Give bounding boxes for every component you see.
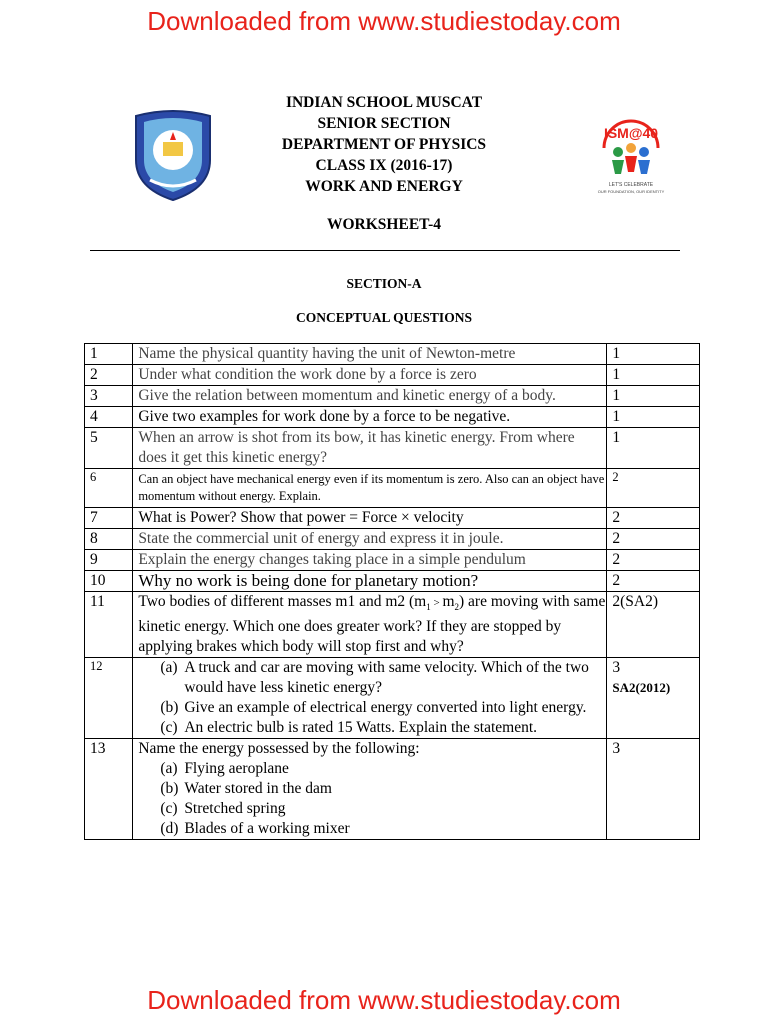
ism40-logo — [594, 108, 668, 198]
table-row — [85, 344, 700, 365]
table-row — [85, 658, 700, 739]
question-marks: 2(SA2) — [607, 592, 700, 658]
question-text: Can an object have mechanical energy even if its momentum is zero. Also can an object have momentum without energy. Explain. — [133, 469, 607, 508]
table-row — [85, 739, 700, 840]
ism40-tagline-1: LET'S CELEBRATE — [608, 182, 654, 188]
question-marks: 2 — [607, 550, 700, 571]
question-number: 6 — [85, 469, 133, 508]
question-marks: 1 — [607, 386, 700, 407]
school-name: INDIAN SCHOOL MUSCAT — [285, 94, 483, 111]
sub-question: (a) A truck and car are moving with same velocity. Which of the two would have less kinetic energy? — [160, 659, 589, 697]
question-text: Give two examples for work done by a force to be negative. — [133, 407, 607, 428]
table-row — [85, 365, 700, 386]
question-marks: 1 — [607, 407, 700, 428]
ism40-tagline-2: OUR FOUNDATION, OUR IDENTITY — [597, 189, 665, 194]
question-number: 1 — [85, 344, 133, 365]
question-text: Two bodies of different masses m1 and m2 $(m_1 > m_2)$ are moving with same kinetic energy. Which one does greater work? If they are stopped by applying brakes which body will stop first and why? — [133, 592, 607, 658]
sub-question: (c) Stretched spring — [160, 800, 286, 818]
question-text: Give the relation between momentum and kinetic energy of a body. — [133, 386, 607, 407]
question-marks: 3 SA2(2012) — [607, 658, 700, 739]
question-number: 5 — [85, 428, 133, 469]
subsection-heading: CONCEPTUAL QUESTIONS — [296, 310, 472, 325]
question-number: 8 — [85, 529, 133, 550]
table-row — [85, 571, 700, 592]
question-number: 2 — [85, 365, 133, 386]
ism40-logo-text: ISM@40 — [603, 125, 659, 141]
question-marks: 1 — [607, 365, 700, 386]
sub-question: (a) Flying aeroplane — [160, 760, 289, 778]
table-row — [85, 428, 700, 469]
class-name: CLASS IX (2016-17) — [315, 157, 453, 174]
question-text: Why no work is being done for planetary motion? — [133, 571, 607, 592]
question-number: 10 — [85, 571, 133, 592]
header-divider — [90, 250, 680, 251]
question-number: 11 — [85, 592, 133, 658]
table-row — [85, 386, 700, 407]
sub-question: (b) Give an example of electrical energy converted into light energy. — [160, 699, 587, 717]
question-marks: 2 — [607, 508, 700, 529]
question-marks: 2 — [607, 529, 700, 550]
question-marks: 3 — [607, 739, 700, 840]
sub-question: (d) Blades of a working mixer — [160, 820, 350, 838]
department-name: DEPARTMENT OF PHYSICS — [281, 136, 487, 153]
question-marks: 2 — [607, 469, 700, 508]
table-row — [85, 469, 700, 508]
question-text: Name the energy possessed by the following: (a) Flying aeroplane (b) Water stored in the dam (c) Stretched spring (d) Blades of a working mixer — [133, 739, 607, 840]
table-row — [85, 592, 700, 658]
question-number: 3 — [85, 386, 133, 407]
section-name: SENIOR SECTION — [317, 115, 451, 132]
question-number: 9 — [85, 550, 133, 571]
sub-question: (c) An electric bulb is rated 15 Watts. Explain the statement. — [160, 719, 538, 737]
question-text: Explain the energy changes taking place in a simple pendulum — [133, 550, 607, 571]
question-number: 7 — [85, 508, 133, 529]
worksheet-title: WORKSHEET-4 — [327, 216, 441, 233]
question-marks: 1 — [607, 428, 700, 469]
table-row — [85, 508, 700, 529]
download-banner-top: Downloaded from www.studiestoday.com — [147, 6, 621, 36]
question-text: When an arrow is shot from its bow, it has kinetic energy. From where does it get this kinetic energy? — [133, 428, 607, 469]
topic-title: WORK AND ENERGY — [305, 178, 463, 195]
table-row — [85, 550, 700, 571]
questions-table — [84, 343, 700, 840]
table-row — [85, 529, 700, 550]
question-text: State the commercial unit of energy and express it in joule. — [133, 529, 607, 550]
download-banner-bottom: Downloaded from www.studiestoday.com — [147, 985, 621, 1015]
question-number: 13 — [85, 739, 133, 840]
question-text: Under what condition the work done by a force is zero — [133, 365, 607, 386]
question-text — [133, 658, 607, 739]
question-text: Name the physical quantity having the unit of Newton-metre — [133, 344, 607, 365]
question-text: What is Power? Show that power = Force × velocity — [133, 508, 607, 529]
table-row — [85, 407, 700, 428]
question-number: 4 — [85, 407, 133, 428]
section-heading: SECTION-A — [346, 276, 422, 291]
question-number: 12 — [85, 658, 133, 739]
question-marks: 1 — [607, 344, 700, 365]
question-marks: 2 — [607, 571, 700, 592]
sub-question: (b) Water stored in the dam — [160, 780, 332, 798]
